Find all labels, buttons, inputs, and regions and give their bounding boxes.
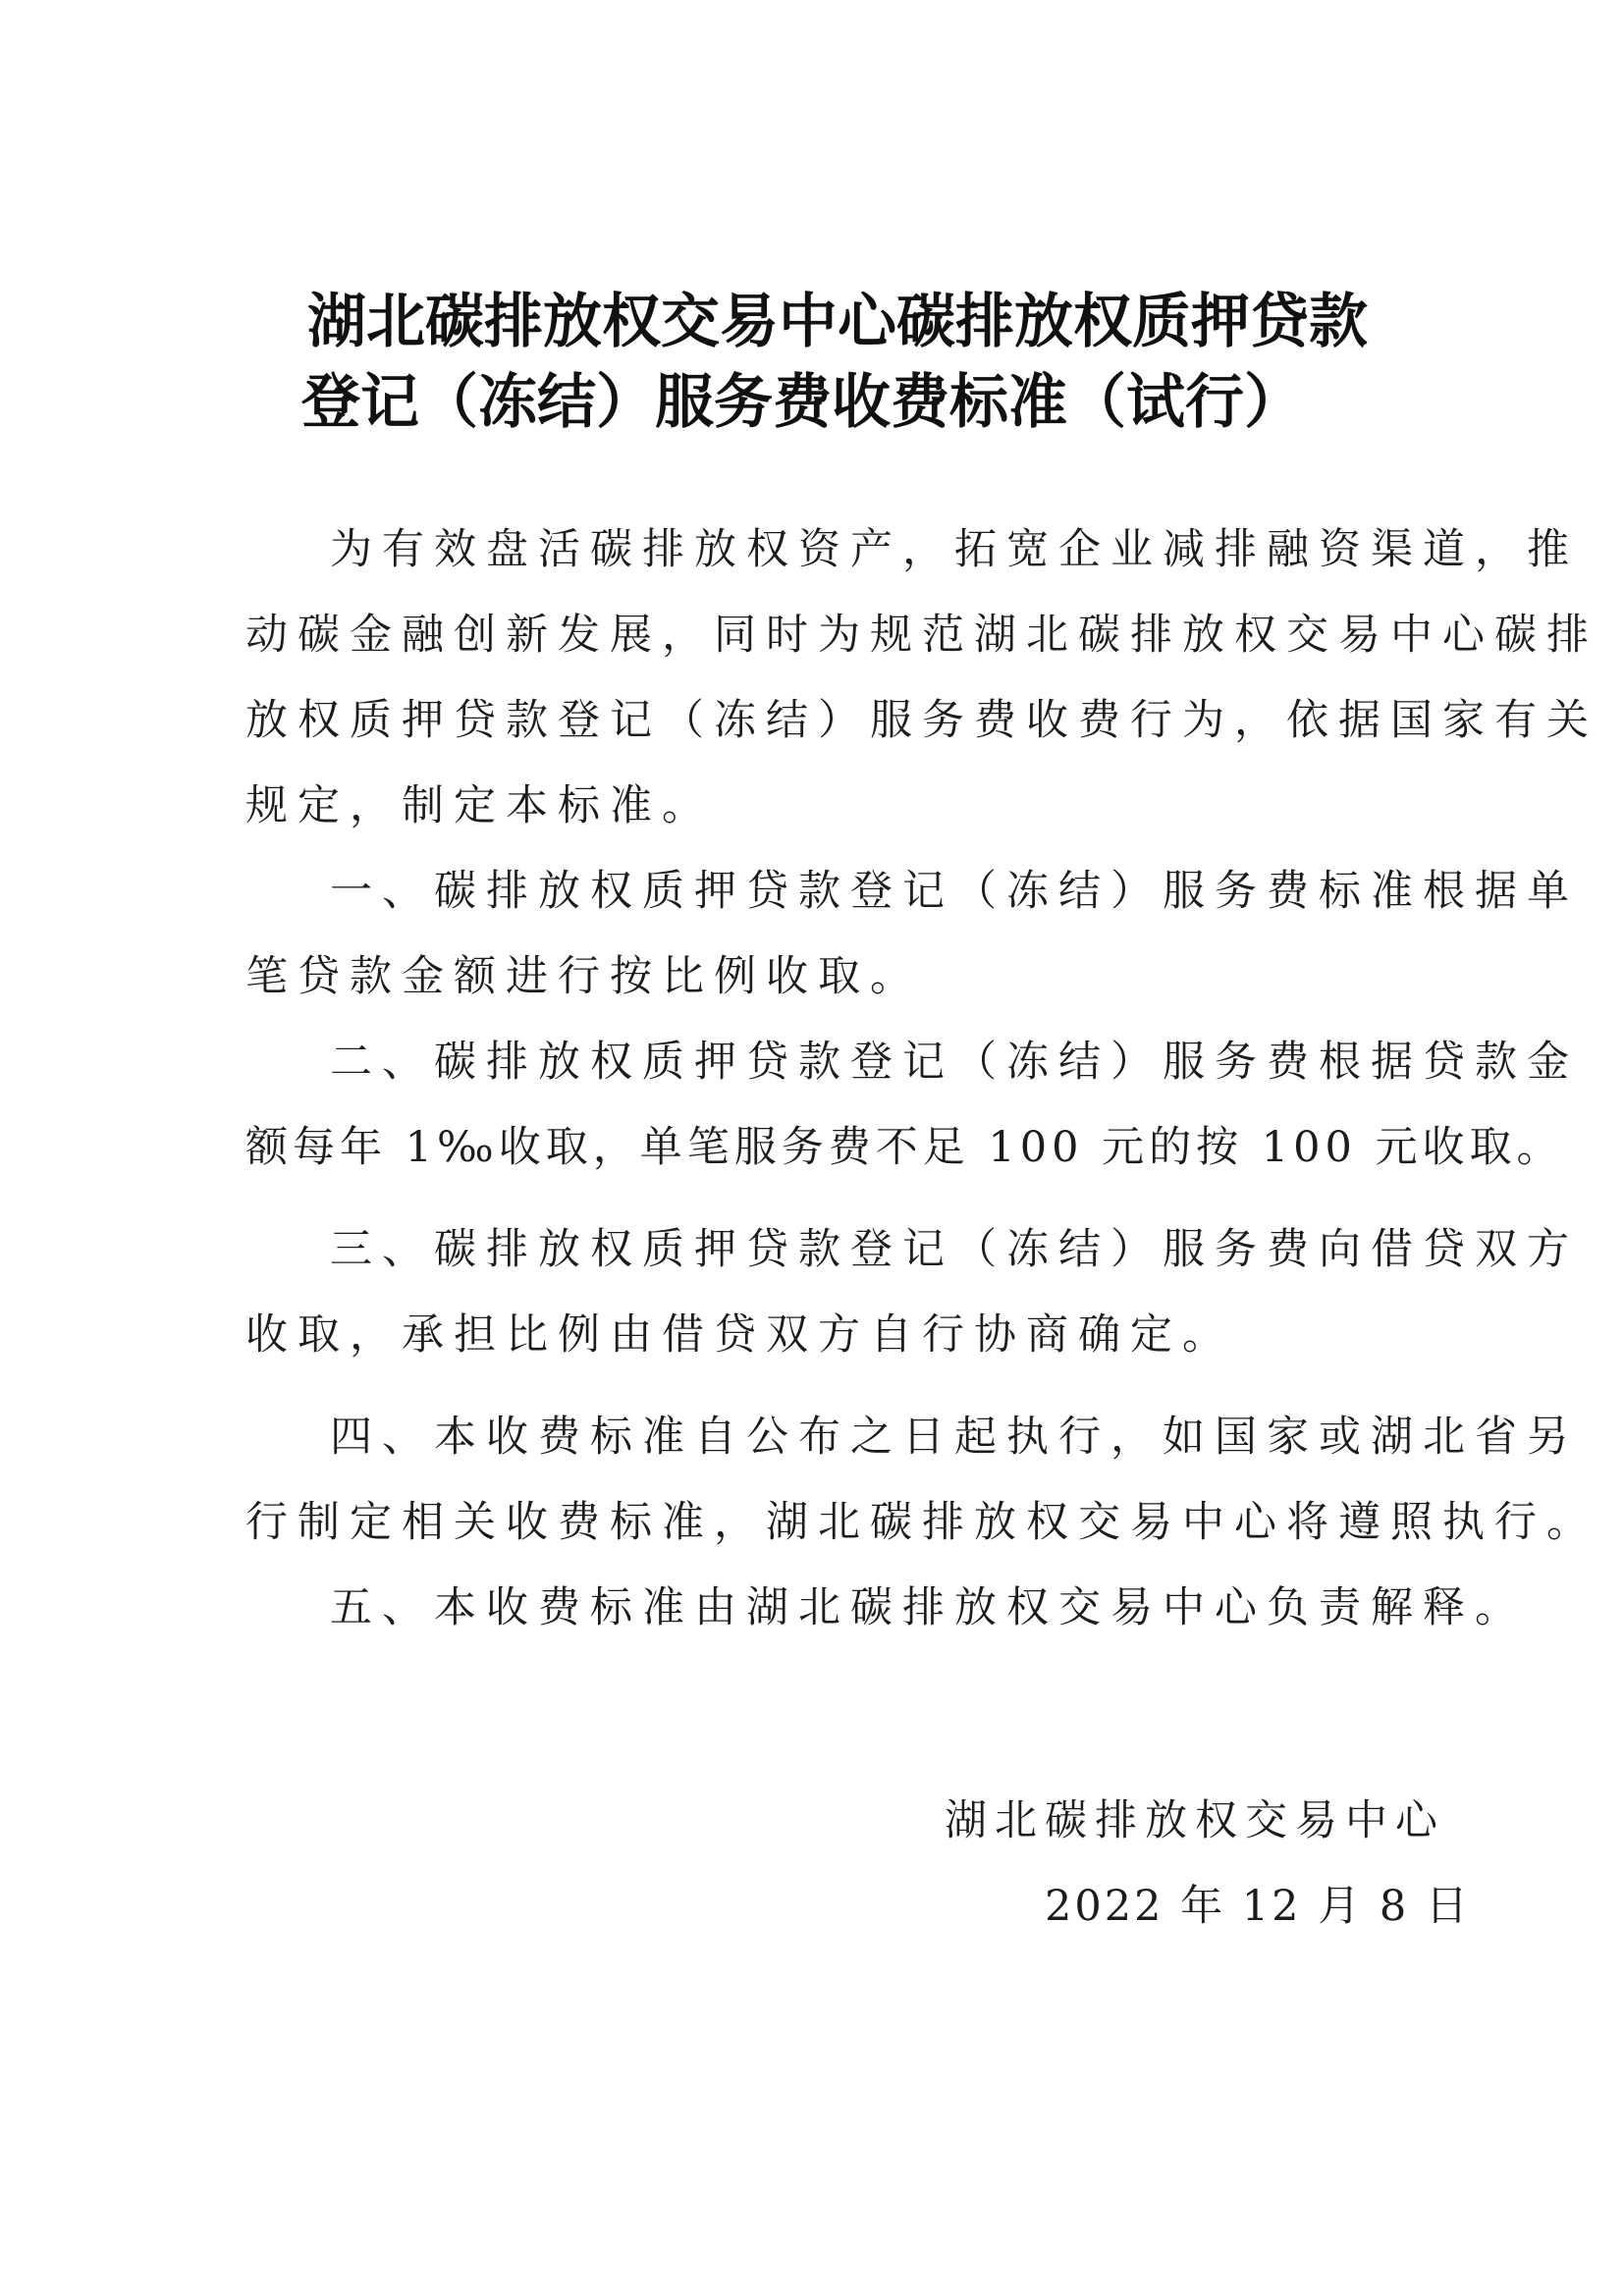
preamble-line-3: 放权质押贷款登记（冻结）服务费收费行为，依据国家有关 bbox=[245, 696, 1598, 745]
preamble-line-1: 为有效盘活碳排放权资产，拓宽企业减排融资渠道，推 bbox=[330, 525, 1579, 574]
clause-1-line-2: 笔贷款金额进行按比例收取。 bbox=[245, 952, 922, 1001]
clause-2-line-1: 二、碳排放权质押贷款登记（冻结）服务费根据贷款金 bbox=[330, 1038, 1579, 1087]
preamble-line-4: 规定，制定本标准。 bbox=[245, 781, 714, 830]
clause-4-line-2: 行制定相关收费标准，湖北碳排放权交易中心将遵照执行。 bbox=[245, 1498, 1598, 1547]
clause-3-line-2: 收取，承担比例由借贷双方自行协商确定。 bbox=[245, 1310, 1234, 1360]
document-title-line-1: 湖北碳排放权交易中心碳排放权质押贷款 bbox=[307, 288, 1368, 356]
clause-2-line-2: 额每年 1‰收取，单笔服务费不足 100 元的按 100 元收取。 bbox=[245, 1123, 1564, 1172]
clause-3-line-1: 三、碳排放权质押贷款登记（冻结）服务费向借贷双方 bbox=[330, 1225, 1579, 1274]
clause-1-line-1: 一、碳排放权质押贷款登记（冻结）服务费标准根据单 bbox=[330, 867, 1579, 916]
signature-organization: 湖北碳排放权交易中心 bbox=[945, 1796, 1445, 1845]
clause-4-line-1: 四、本收费标准自公布之日起执行，如国家或湖北省另 bbox=[330, 1413, 1579, 1462]
signature-date: 2022 年 12 月 8 日 bbox=[1045, 1882, 1471, 1931]
clause-5-line-1: 五、本收费标准由湖北碳排放权交易中心负责解释。 bbox=[330, 1583, 1527, 1632]
preamble-line-2: 动碳金融创新发展，同时为规范湖北碳排放权交易中心碳排 bbox=[245, 611, 1598, 660]
document-title-line-2: 登记（冻结）服务费收费标准（试行） bbox=[301, 368, 1303, 437]
